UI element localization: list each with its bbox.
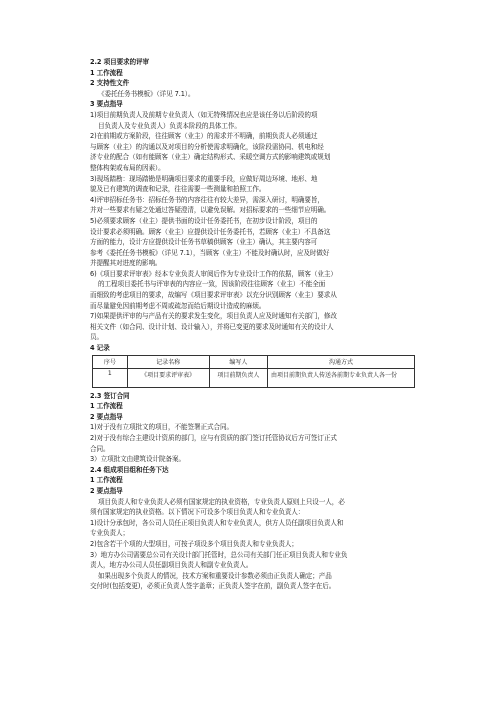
subheading: 2 要点指导: [90, 412, 123, 421]
paragraph-line: 与顾客（业主）的沟通以及对项目的分析使需求明确化，该阶段需协同、机电和经: [90, 142, 324, 151]
table-header-cell: 记录名称: [127, 355, 209, 368]
paragraph-line: 1)设计分承包时，各公司人员任正项目负责人和专业负责人，供方人员任副项目负责人和: [90, 518, 344, 527]
paragraph-line: 员。: [90, 333, 103, 342]
paragraph-line: 整体构架或布局的因素）。: [90, 163, 165, 172]
paragraph-line: 如果出现多个负责人的情况，技术方案和重要设计参数必须由正负责人确定；产品: [98, 571, 332, 580]
subheading: 1 工作流程: [90, 402, 123, 411]
paragraph-line: 专业负责人；: [90, 529, 129, 538]
section-heading: 2.2 项目要求的评审: [90, 58, 150, 66]
subheading: 3 要点指导: [90, 100, 123, 109]
paragraph-line: 而尽量避免因前期考虑不周或疏忽而给后期设计造成的麻烦。: [90, 301, 266, 310]
table-row: [93, 368, 415, 387]
table-header-row: [93, 355, 415, 368]
section-heading: 2.3 签订合同: [90, 391, 130, 400]
records-table: [92, 355, 415, 388]
subheading: 2 支持性文件: [90, 79, 130, 88]
paragraph-line: 5)必须要求顾客（业主）提供书面的设计任务委托书，在初步设计阶段，项目的: [90, 216, 318, 225]
paragraph-line: 而细致的考虑项目的要求，故编写《项目要求评审表》以充分识别顾客（业主）要求从: [90, 291, 337, 300]
paragraph-line: 并对一些要求有疑之处通过答疑澄清，以避免误解。对招标要求的一些细节应明确。: [90, 206, 331, 215]
subheading: 1 工作流程: [90, 476, 123, 485]
paragraph-line: 目负责人及专业负责人）负责本阶段的具体工作。: [98, 121, 241, 130]
table-cell: 项目前期负责人: [209, 368, 267, 387]
paragraph-line: 《委托任务书模板》（详见 7.1）。: [98, 89, 195, 98]
paragraph-line: 的工程项目委托书与评审表的内容应一致，因该阶段往往顾客（业主）不能全面: [98, 280, 326, 289]
subheading: 1 工作流程: [90, 68, 123, 77]
paragraph-line: 3)现场踏勘：现场踏勘是明确项目要求的重要手段，应做好周边环境、地形、地: [90, 174, 318, 183]
paragraph-line: 1)对于没有立项批文的项目，不能签署正式合同。: [90, 423, 233, 432]
paragraph-line: 项目负责人和专业负责人必须有国家规定的执业资格，专业负责人原则上只设一人，必: [98, 497, 345, 506]
paragraph-line: 4)评审招标任务书：招标任务书的内容往往有较大差异，需深入研讨，明确要旨，: [90, 195, 324, 204]
document-page: [90, 57, 415, 592]
subheading: 2 要点指导: [90, 486, 123, 495]
paragraph-line: 责人，地方办公司人员任副项目负责人和副专业负责人。: [90, 561, 253, 570]
paragraph-line: 交付时(包括变更)，必须正负责人签字盖章；正负责人签字在前，副负责人签字在后。: [90, 582, 336, 591]
paragraph-line: 貌及已有建筑的调查和记录，往往需要一些测量和拍照工作。: [90, 185, 266, 194]
paragraph-line: 2)在前期或方案阶段，往往顾客（业主）的需求并不明确，前期负责人必须通过: [90, 132, 318, 141]
paragraph-line: 相关文件（如合同、设计计划、设计输入），并将已变更的要求及时通知有关的设计人: [90, 322, 334, 331]
paragraph-line: 设计要求必须明确。顾客（业主）应提供设计任务委托书，若顾客（业主）不具备这: [90, 227, 331, 236]
paragraph-line: 方面的能力，设计方应提供设计任务书草稿供顾客（业主）确认，其主要内容可: [90, 238, 318, 247]
paragraph-line: 7)如果提供评审的与产品有关的要求发生变化，项目负责人应及时通知有关部门，修改: [90, 312, 337, 321]
paragraph-line: 2)对于没有综合主建设计资质的部门，应与有资质的部门签订托管协议后方可签订正式: [90, 434, 337, 442]
paragraph-line: 2)包含若干个项的大型项目，可按子项设多个项目负责人和专业负责人；: [90, 539, 298, 548]
table-cell: 《项目要求评审表》: [127, 368, 209, 387]
section-heading: 2.4 组成项目组和任务下达: [90, 465, 169, 474]
paragraph-line: 3）立项批文由建筑设计院备案。: [90, 455, 186, 464]
paragraph-line: 1)项目前期负责人及前期专业负责人（如无特殊情况也应是该任务以后阶段的项: [90, 110, 318, 119]
paragraph-line: 3）地方办公司需要总公司有关设计部门托管时，总公司有关部门任正项目负责人和专业负: [90, 550, 348, 559]
table-cell: 由项目前期负责人传送各前期专业负责人各一份: [268, 368, 415, 387]
table-header-cell: 沟通方式: [268, 355, 415, 368]
table-cell: 1: [93, 368, 128, 387]
paragraph-line: 参考《委托任务书模板》（详见 7.1），当顾客（业主）不能及时确认时，应及时做好: [90, 248, 330, 257]
paragraph-line: 6)《项目要求评审表》经本专业负责人审阅后作为专业设计工作的依据，顾客（业主）: [90, 269, 337, 278]
paragraph-line: 济专业的配合（如有能顾客（业主）确定结构形式、采暖空调方式的影响建筑或规划: [90, 153, 331, 162]
table-header-cell: 序号: [93, 355, 128, 368]
paragraph-line: 合同。: [90, 444, 110, 453]
paragraph-line: 并提醒其对进度的影响。: [90, 259, 162, 268]
subheading: 4 记录: [90, 344, 110, 353]
paragraph-line: 须有国家规定的执业资格。以下情况下可设多个项目负责人和专业负责人：: [90, 508, 305, 517]
table-header-cell: 编写人: [209, 355, 267, 368]
